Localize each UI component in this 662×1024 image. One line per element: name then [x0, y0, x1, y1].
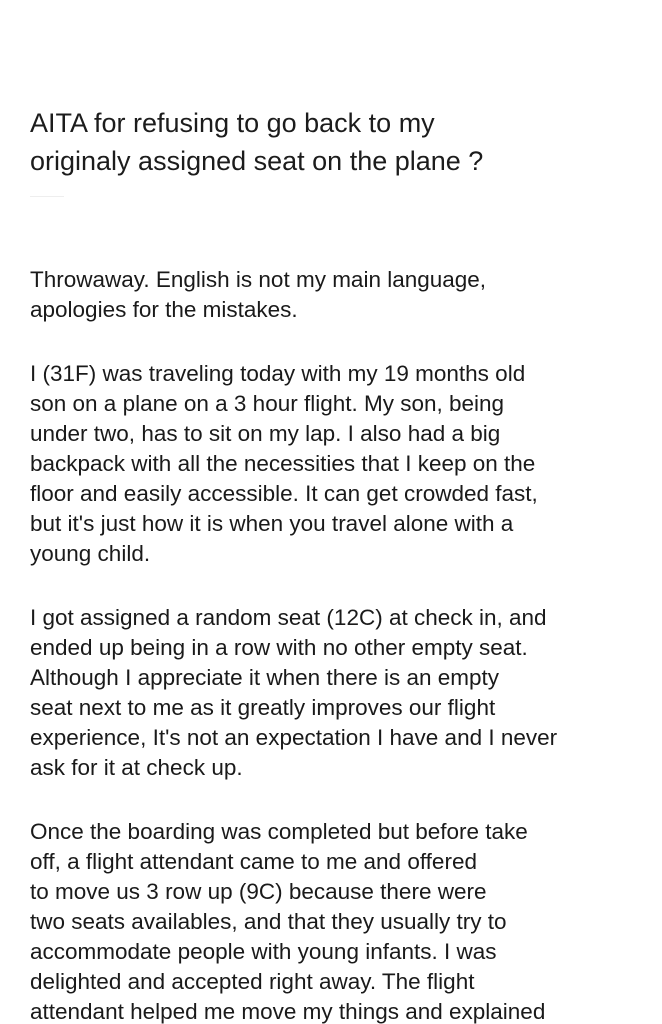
post-paragraph: I (31F) was traveling today with my 19 months old son on a plane on a 3 hour flight. My son, being under two, has to sit on my lap. I also had a big backpack with all the necessities that I keep on the floor and easily accessible. It can get crowded fast, but it's just how it is when you travel alone with a young child.	[30, 361, 538, 566]
post-title: AITA for refusing to go back to my originaly assigned seat on the plane ?	[30, 108, 484, 176]
post-paragraph: Throwaway. English is not my main language, apologies for the mistakes.	[30, 267, 487, 322]
title-divider	[30, 196, 64, 197]
post-body	[30, 265, 640, 1024]
post-paragraph: I got assigned a random seat (12C) at check in, and ended up being in a row with no other empty seat. Although I appreciate it when there is an empty seat next to me as it greatly improves our flight experience, It's not an expectation I have and I never ask for it at check up.	[30, 605, 558, 780]
post-paragraph: Once the boarding was completed but before take off, a flight attendant came to me and offered to move us 3 row up (9C) because there were two seats availables, and that they usually try to accommodate people with young infants. I was delighted and accepted right away. The flight attendant helped me move my things and explained	[30, 819, 546, 1024]
